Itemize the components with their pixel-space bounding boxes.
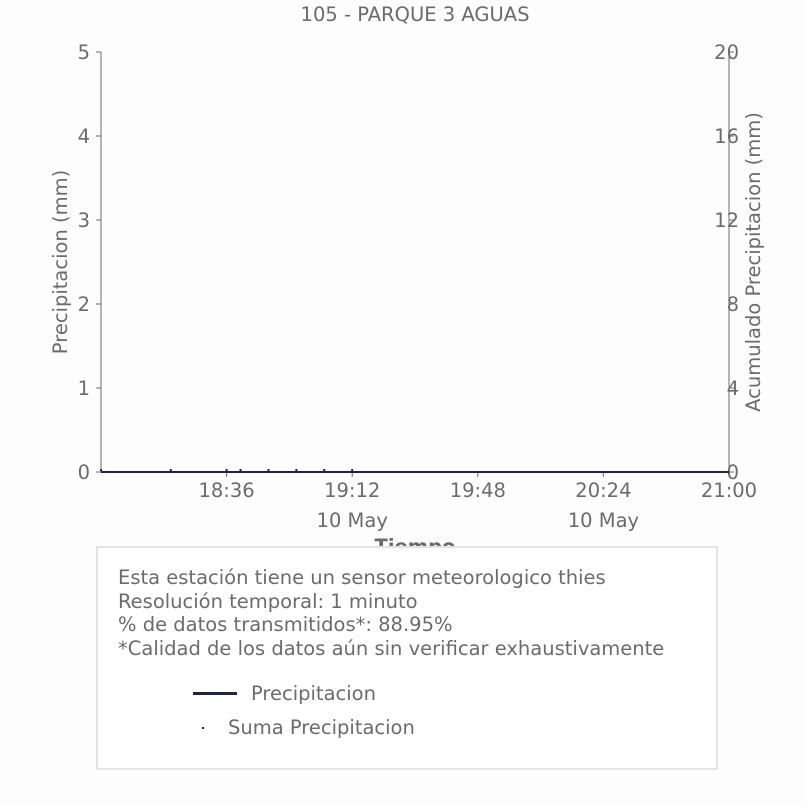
- series-point-suma-precipitacion: [100, 469, 102, 471]
- y2-tick-label: 12: [714, 209, 739, 232]
- series-point-suma-precipitacion: [323, 469, 325, 471]
- y-tick-label: 5: [77, 41, 90, 64]
- x-tick-label: 20:24: [575, 479, 632, 502]
- x-tick-date-label: 10 May: [316, 509, 388, 532]
- y2-tick-label: 8: [726, 293, 739, 316]
- x-tick-date-label: 10 May: [567, 509, 640, 532]
- station-info-box: [96, 546, 718, 770]
- info-line-transmitted: % de datos transmitidos*: 88.95%: [118, 613, 453, 636]
- x-tick-label: 18:36: [198, 479, 255, 502]
- series-point-suma-precipitacion: [295, 469, 297, 471]
- y-tick-label: 0: [77, 461, 90, 484]
- info-line-sensor: Esta estación tiene un sensor meteorologico thies: [118, 566, 606, 589]
- y-tick-label: 1: [77, 377, 90, 400]
- series-point-suma-precipitacion: [267, 469, 269, 471]
- legend-label-suma-precipitacion: Suma Precipitacion: [228, 716, 415, 739]
- y-tick-label: 2: [77, 293, 90, 316]
- legend-label-precipitacion: Precipitacion: [251, 682, 376, 705]
- y2-tick-label: 16: [714, 125, 739, 148]
- chart-title: 105 - PARQUE 3 AGUAS: [300, 3, 530, 26]
- x-tick-label: 19:48: [449, 479, 506, 502]
- y2-axis-label: Acumulado Precipitacion (mm): [742, 112, 765, 412]
- info-line-quality-note: *Calidad de los datos aún sin verificar exhaustivamente: [118, 636, 665, 660]
- y-axis-label: Precipitacion (mm): [49, 169, 72, 355]
- series-point-suma-precipitacion: [240, 469, 242, 471]
- y2-tick-label: 20: [714, 41, 739, 64]
- series-point-suma-precipitacion: [226, 469, 228, 471]
- x-tick-label: 21:00: [700, 479, 758, 502]
- x-tick-label: 19:12: [324, 479, 381, 502]
- y2-tick-label: 4: [726, 377, 739, 400]
- info-line-resolution: Resolución temporal: 1 minuto: [118, 589, 418, 613]
- legend-dot-swatch: [188, 723, 218, 733]
- station-info-text: [118, 566, 664, 660]
- legend-item-precipitacion: [193, 682, 376, 705]
- series-point-suma-precipitacion: [351, 469, 353, 471]
- series-point-suma-precipitacion: [170, 469, 172, 471]
- legend-item-suma-precipitacion: [188, 716, 415, 739]
- legend-line-swatch: [193, 692, 237, 695]
- y-tick-label: 3: [77, 209, 90, 232]
- y-tick-label: 4: [77, 125, 90, 148]
- y2-tick-label: 0: [726, 461, 739, 484]
